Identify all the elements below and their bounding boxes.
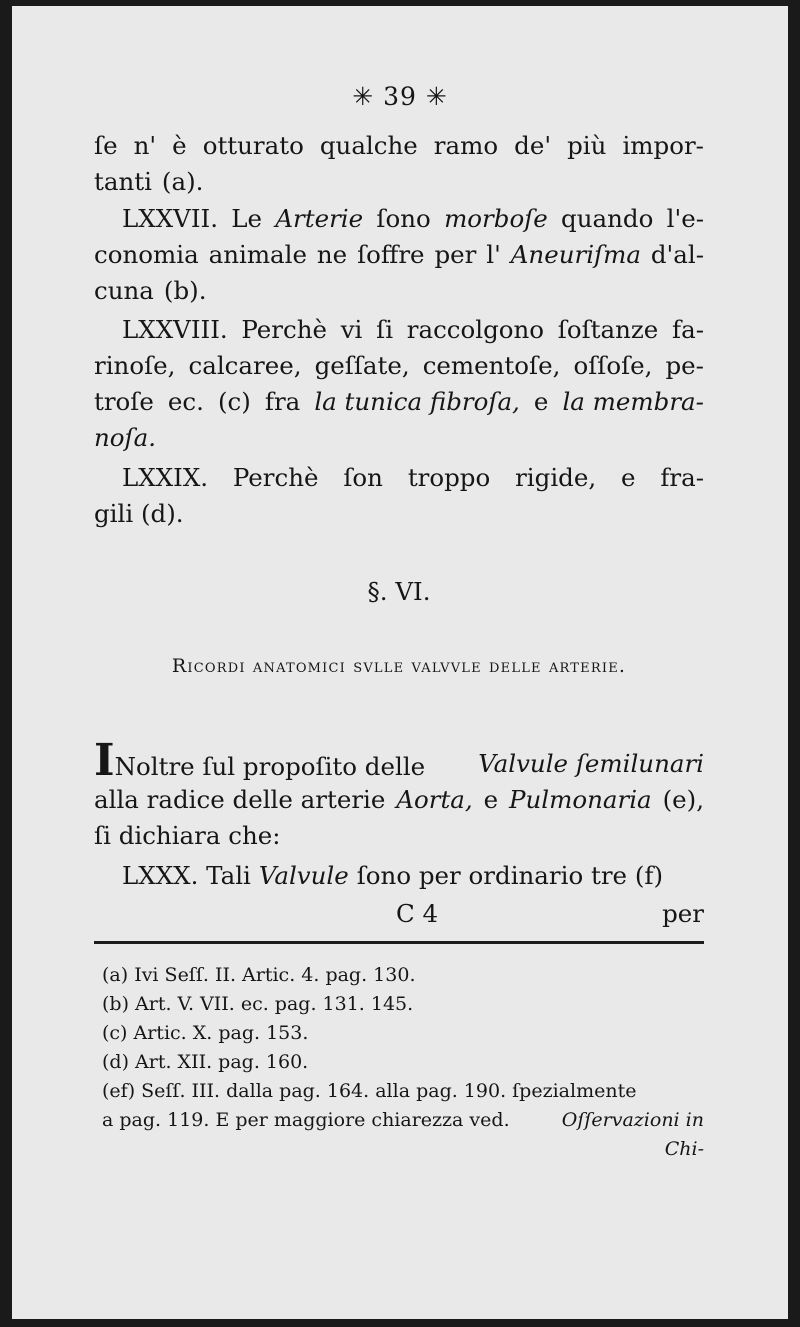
text-line: ſe n' è otturato qualche ramo de' più impor- xyxy=(94,131,704,160)
section-heading: Ricordi anatomici svlle valvvle delle arterie. xyxy=(171,655,627,677)
text-line: LXXX. Tali Valvule ſono per ordinario tre (f) xyxy=(122,861,664,890)
text-line: LXXIX. Perchè ſon troppo rigide, e fra- xyxy=(122,463,704,492)
running-head: ✳ 39 ✳ xyxy=(352,82,448,111)
paragraph-lxxvii xyxy=(94,201,704,309)
footnotes xyxy=(102,961,704,1164)
drop-cap: I xyxy=(94,735,115,786)
text-line: troſe ec. (c) fra la tunica fibroſa, e la membra- xyxy=(94,387,704,416)
text-line: gili (d). xyxy=(94,499,184,528)
text-line: INoltre ſul propoſito delle Valvule ſemilunari xyxy=(94,735,704,786)
signature-mark: C 4 xyxy=(396,899,439,928)
footnote: (ef) Seſſ. III. dalla pag. 164. alla pag. 190. ſpezialmente xyxy=(102,1080,637,1102)
footnote-catchword: Chi- xyxy=(664,1138,704,1160)
section-mark: §. VI. xyxy=(367,577,431,606)
heading-block xyxy=(94,648,704,684)
text-line: alla radice delle arterie Aorta, e Pulmonaria (e), xyxy=(94,785,704,814)
footnote: (b) Art. V. VII. ec. pag. 131. 145. xyxy=(102,993,414,1015)
book-page xyxy=(12,6,788,1319)
signature-line xyxy=(94,896,704,932)
text-line: rinoſe, calcaree, geſſate, cementoſe, oſſoſe, pe- xyxy=(94,351,704,380)
paragraph-main xyxy=(94,735,704,854)
section-mark-block xyxy=(94,574,704,610)
footnote: (d) Art. XII. pag. 160. xyxy=(102,1051,309,1073)
text-line: ſi dichiara che: xyxy=(94,821,281,850)
text-line: noſa. xyxy=(94,423,156,452)
text-block-top xyxy=(94,128,704,200)
footnote-continuation: a pag. 119. E per maggiore chiarezza ved. Oſſervazioni in xyxy=(102,1109,704,1131)
footnote-rule xyxy=(94,941,704,944)
paragraph-lxxx xyxy=(94,858,704,894)
text-line: LXXVII. Le Arterie ſono morboſe quando l'e- xyxy=(122,204,704,233)
paragraph-lxxviii xyxy=(94,312,704,456)
text-line: cuna (b). xyxy=(94,276,207,305)
paragraph-lxxix xyxy=(94,460,704,532)
footnote: (a) Ivi Seſſ. II. Artic. 4. pag. 130. xyxy=(102,964,416,986)
text-line: tanti (a). xyxy=(94,167,204,196)
footnote: (c) Artic. X. pag. 153. xyxy=(102,1022,309,1044)
text-line: LXXVIII. Perchè vi ſi raccolgono ſoſtanze fa- xyxy=(122,315,704,344)
text-line: conomia animale ne ſoffre per l' Aneuriſma d'al- xyxy=(94,240,704,269)
catchword: per xyxy=(662,899,704,928)
